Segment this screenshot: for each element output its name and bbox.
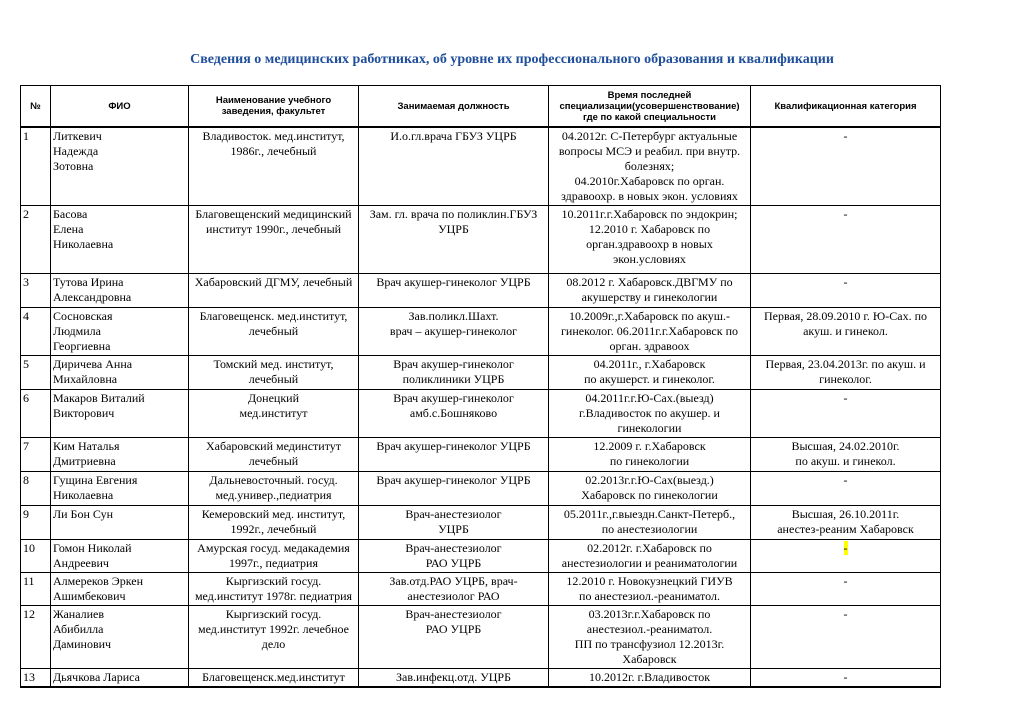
cell-num: 2 [21, 206, 51, 274]
table-row [21, 573, 941, 606]
cell-num: 5 [21, 356, 51, 390]
cell-position: Врач акушер-гинеколог УЦРБ [359, 472, 549, 506]
highlighted-dash: - [843, 541, 848, 555]
table-header-row [21, 86, 941, 128]
cell-name: Ким Наталья Дмитриевна [51, 438, 189, 472]
cell-category: - [751, 669, 941, 688]
cell-name: Сосновская Людмила Георгиевна [51, 308, 189, 356]
header-name: ФИО [51, 86, 189, 128]
header-num: № [21, 86, 51, 128]
cell-education: Кемеровский мед. институт, 1992г., лечебный [189, 506, 359, 540]
header-specialization: Время последней специализации(усовершенствование) где по какой специальности [549, 86, 751, 128]
cell-num: 3 [21, 274, 51, 308]
cell-num: 13 [21, 669, 51, 688]
table-row [21, 356, 941, 390]
cell-position: Зав.инфекц.отд. УЦРБ [359, 669, 549, 688]
cell-specialization: 10.2009г.,г.Хабаровск по акуш.-гинеколог. 06.2011г.г.Хабаровск по орган. здравоох [549, 308, 751, 356]
cell-specialization: 02.2013г.г.Ю-Сах(выезд.) Хабаровск по гинекологии [549, 472, 751, 506]
cell-category: - [751, 206, 941, 274]
cell-specialization: 08.2012 г. Хабаровск.ДВГМУ по акушерству и гинекологии [549, 274, 751, 308]
cell-name: Алмереков Эркен Ашимбекович [51, 573, 189, 606]
cell-category: - [751, 606, 941, 669]
cell-name: Литкевич Надежда Зотовна [51, 127, 189, 206]
cell-category: - [751, 472, 941, 506]
cell-education: Кыргизский госуд. мед.институт 1978г. педиатрия [189, 573, 359, 606]
cell-name: Ли Бон Сун [51, 506, 189, 540]
cell-position: Врач акушер-гинеколог УЦРБ [359, 438, 549, 472]
cell-position: Зав.отд.РАО УЦРБ, врач-анестезиолог РАО [359, 573, 549, 606]
cell-name: Макаров Виталий Викторович [51, 390, 189, 438]
cell-category: Высшая, 24.02.2010г. по акуш. и гинекол. [751, 438, 941, 472]
document-title: Сведения о медицинских работниках, об уровне их профессионального образования и квалификации [190, 52, 834, 67]
cell-position: Зам. гл. врача по поликлин.ГБУЗ УЦРБ [359, 206, 549, 274]
header-category: Квалификационная категория [751, 86, 941, 128]
cell-num: 9 [21, 506, 51, 540]
cell-num: 7 [21, 438, 51, 472]
cell-name: Гомон Николай Андреевич [51, 540, 189, 573]
cell-education: Дальневосточный. госуд. мед.универ.,педиатрия [189, 472, 359, 506]
cell-position: Зав.поликл.Шахт. врач – акушер-гинеколог [359, 308, 549, 356]
cell-category: Первая, 23.04.2013г. по акуш. и гинеколог. [751, 356, 941, 390]
cell-education: Благовещенск. мед.институт, лечебный [189, 308, 359, 356]
cell-position: Врач акушер-гинеколог поликлиники УЦРБ [359, 356, 549, 390]
cell-position: Врач-анестезиолог РАО УЦРБ [359, 540, 549, 573]
cell-specialization: 04.2011г.г.Ю-Сах.(выезд) г.Владивосток по акушер. и гинекологии [549, 390, 751, 438]
cell-category: - [751, 127, 941, 206]
cell-education: Владивосток. мед.институт, 1986г., лечебный [189, 127, 359, 206]
staff-table [20, 85, 941, 688]
table-row [21, 308, 941, 356]
table-row [21, 390, 941, 438]
cell-num: 11 [21, 573, 51, 606]
cell-specialization: 10.2012г. г.Владивосток [549, 669, 751, 688]
table-row [21, 438, 941, 472]
cell-specialization: 03.2013г.г.Хабаровск по анестезиол.-реаниматол. ПП по трансфузиол 12.2013г. Хабаровск [549, 606, 751, 669]
cell-position: Врач акушер-гинеколог амб.с.Бошняково [359, 390, 549, 438]
cell-num: 10 [21, 540, 51, 573]
cell-education: Хабаровский ДГМУ, лечебный [189, 274, 359, 308]
cell-position: Врач-анестезиолог УЦРБ [359, 506, 549, 540]
cell-name: Басова Елена Николаевна [51, 206, 189, 274]
table-row [21, 274, 941, 308]
cell-education: Кыргизский госуд. мед.институт 1992г. лечебное дело [189, 606, 359, 669]
table-row [21, 127, 941, 206]
cell-category: - [751, 390, 941, 438]
table-row [21, 540, 941, 573]
cell-specialization: 04.2011г., г.Хабаровск по акушерст. и гинеколог. [549, 356, 751, 390]
cell-education: Томский мед. институт, лечебный [189, 356, 359, 390]
cell-category: - [751, 274, 941, 308]
cell-specialization: 12.2009 г. г.Хабаровск по гинекологии [549, 438, 751, 472]
cell-num: 1 [21, 127, 51, 206]
cell-specialization: 10.2011г.г.Хабаровск по эндокрин; 12.2010 г. Хабаровск по орган.здравоохр в новых экон.условиях [549, 206, 751, 274]
cell-category [751, 540, 941, 573]
cell-name: Гущина Евгения Николаевна [51, 472, 189, 506]
cell-name: Тутова Ирина Александровна [51, 274, 189, 308]
cell-specialization: 02.2012г. г.Хабаровск по анестезиологии и реаниматологии [549, 540, 751, 573]
header-position: Занимаемая должность [359, 86, 549, 128]
cell-education: Донецкий мед.институт [189, 390, 359, 438]
header-education: Наименование учебного заведения, факультет [189, 86, 359, 128]
cell-position: Врач акушер-гинеколог УЦРБ [359, 274, 549, 308]
cell-specialization: 12.2010 г. Новокузнецкий ГИУВ по анестезиол.-реаниматол. [549, 573, 751, 606]
table-row [21, 606, 941, 669]
cell-category: Высшая, 26.10.2011г. анестез-реаним Хабаровск [751, 506, 941, 540]
cell-position: И.о.гл.врача ГБУЗ УЦРБ [359, 127, 549, 206]
cell-name: Жаналиев Абибилла Даминович [51, 606, 189, 669]
cell-specialization: 05.2011г.,г.выездн.Санкт-Петерб., по анестезиологии [549, 506, 751, 540]
cell-education: Благовещенск.мед.институт [189, 669, 359, 688]
cell-category: - [751, 573, 941, 606]
cell-num: 12 [21, 606, 51, 669]
table-row [21, 206, 941, 274]
table-row [21, 472, 941, 506]
cell-position: Врач-анестезиолог РАО УЦРБ [359, 606, 549, 669]
cell-num: 6 [21, 390, 51, 438]
cell-name: Диричева Анна Михайловна [51, 356, 189, 390]
table-row [21, 669, 941, 688]
cell-num: 4 [21, 308, 51, 356]
cell-name: Дьячкова Лариса [51, 669, 189, 688]
cell-specialization: 04.2012г. С-Петербург актуальные вопросы МСЭ и реабил. при внутр. болезнях; 04.2010г.Хабаровск по орган. здравоохр. в новых экон. условиях [549, 127, 751, 206]
cell-education: Амурская госуд. медакадемия 1997г., педиатрия [189, 540, 359, 573]
cell-education: Благовещенский медицинский институт 1990г., лечебный [189, 206, 359, 274]
cell-education: Хабаровский мединститут лечебный [189, 438, 359, 472]
table-row [21, 506, 941, 540]
cell-num: 8 [21, 472, 51, 506]
cell-category: Первая, 28.09.2010 г. Ю-Сах. по акуш. и гинекол. [751, 308, 941, 356]
